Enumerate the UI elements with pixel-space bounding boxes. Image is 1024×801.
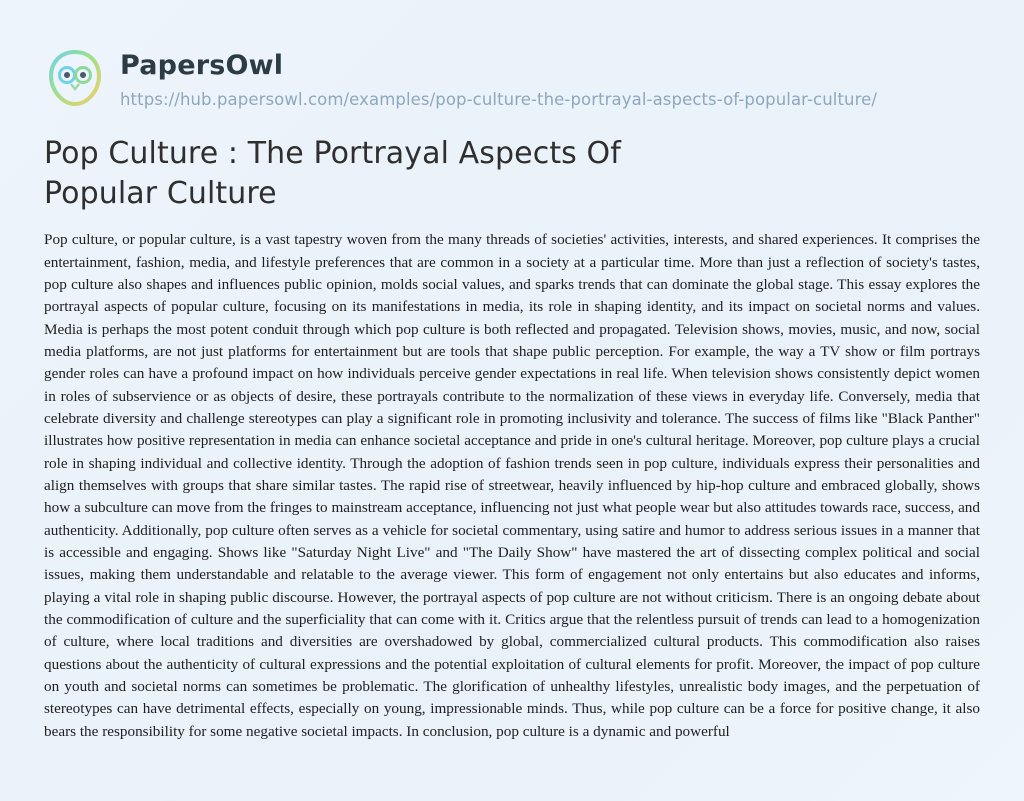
- owl-logo-icon: [44, 47, 106, 109]
- brand-name: [120, 51, 877, 81]
- brand-name-owl: Owl: [225, 49, 284, 81]
- document-content: [0, 108, 1024, 743]
- page-url: https://hub.papersowl.com/examples/pop-culture-the-portrayal-aspects-of-popular-culture/: [120, 90, 878, 110]
- brand-name-papers: Papers: [120, 49, 226, 81]
- site-header: [0, 0, 1024, 108]
- page-title: Pop Culture : The Portrayal Aspects Of Popular Culture: [44, 136, 621, 211]
- brand-block: [120, 47, 877, 110]
- article-body: Pop culture, or popular culture, is a vast tapestry woven from the many threads of societies' activities, interests, and shared experiences. It comprises the entertainment, fashion, media, and lifestyle preferences that are common in a society at a particular time. More than just a reflection of society's tastes, pop culture also shapes and influences public opinion, molds social values, and sparks trends that can dominate the global stage. This essay explores the portrayal aspects of popular culture, focusing on its manifestations in media, its role in shaping identity, and its impact on societal norms and values. Media is perhaps the most potent conduit through which pop culture is both reflected and propagated. Television shows, movies, music, and now, social media platforms, are not just platforms for entertainment but are tools that shape public perception. For example, the way a TV show or film portrays gender roles can have a profound impact on how individuals perceive gender expectations in real life. When television shows consistently depict women in roles of subservience or as objects of desire, these portrayals contribute to the normalization of these views in everyday life. Conversely, media that celebrate diversity and challenge stereotypes can play a significant role in promoting inclusivity and tolerance. The success of films like "Black Panther" illustrates how positive representation in media can enhance societal acceptance and pride in one's cultural heritage. Moreover, pop culture plays a crucial role in shaping individual and collective identity. Through the adoption of fashion trends seen in pop culture, individuals express their personalities and align themselves with groups that share similar tastes. The rapid rise of streetwear, heavily influenced by hip-hop culture and embraced globally, shows how a subculture can move from the fringes to mainstream acceptance, influencing not just what people wear but also attitudes towards race, success, and authenticity. Additionally, pop culture often serves as a vehicle for societal commentary, using satire and humor to address serious issues in a manner that is accessible and engaging. Shows like "Saturday Night Live" and "The Daily Show" have mastered the art of dissecting complex political and social issues, making them understandable and relatable to the average viewer. This form of engagement not only entertains but also educates and informs, playing a vital role in shaping public discourse. However, the portrayal aspects of pop culture are not without criticism. There is an ongoing debate about the commodification of culture and the superficiality that can come with it. Critics argue that the relentless pursuit of trends can lead to a homogenization of culture, where local traditions and diversities are overshadowed by global, commercialized cultural products. This commodification also raises questions about the authenticity of cultural expressions and the potential exploitation of cultural elements for profit. Moreover, the impact of pop culture on youth and societal norms can sometimes be problematic. The glorification of unhealthy lifestyles, unrealistic body images, and the perpetuation of stereotypes can have detrimental effects, especially on young, impressionable minds. Thus, while pop culture can be a force for positive change, it also bears the responsibility for some negative societal impacts. In conclusion, pop culture is a dynamic and powerful: [44, 231, 980, 740]
